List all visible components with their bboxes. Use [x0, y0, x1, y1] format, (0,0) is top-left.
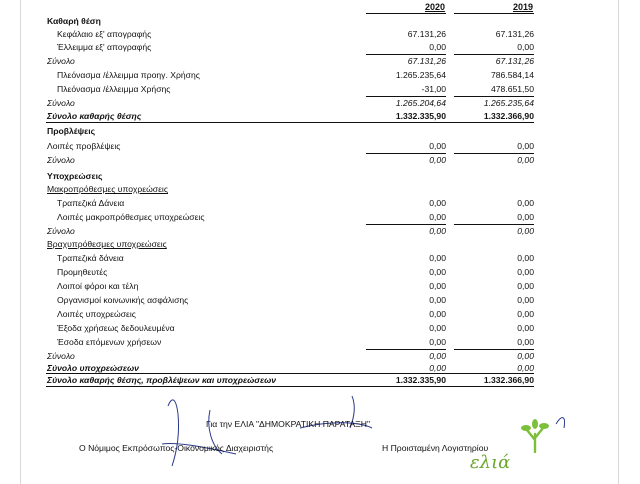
table-row — [0, 41, 640, 53]
table-row — [0, 197, 640, 209]
value-2019: 0,00 — [517, 141, 534, 151]
value-2019: 1.265.235,64 — [483, 98, 534, 108]
value-2020: 0,00 — [429, 309, 446, 319]
table-row — [0, 252, 640, 264]
row-label: Λοιποί φόροι και τέλη — [57, 281, 139, 291]
table-row — [0, 69, 640, 81]
year-header-2020: 2020 — [425, 2, 446, 12]
value-2019: 0,00 — [517, 295, 534, 305]
row-label: Σύνολο — [47, 98, 75, 108]
value-2019: 67.131,26 — [495, 29, 534, 39]
value-2019: 0,00 — [517, 281, 534, 291]
value-2019: 0,00 — [517, 212, 534, 222]
value-2020: 0,00 — [429, 198, 446, 208]
value-2019: 1.332.366,90 — [483, 111, 534, 121]
value-2020: 0,00 — [429, 351, 446, 361]
value-2020: 67.131,26 — [407, 56, 446, 66]
party-line: Για την ΕΛΙΑ "ΔΗΜΟΚΡΑΤΙΚΗ ΠΑΡΑΤΑΞΗ" — [206, 419, 371, 429]
table-row — [0, 238, 640, 250]
row-label: Έξοδα χρήσεως δεδουλευμένα — [57, 323, 175, 333]
value-2020: 1.265.235,64 — [395, 70, 446, 80]
row-label: Τραπεζικά δάνεια — [57, 253, 124, 263]
row-label: Προβλέψεις — [47, 126, 96, 136]
value-2019: 0,00 — [517, 253, 534, 263]
value-2019: 0,00 — [517, 337, 534, 347]
value-2019: 1.332.366,90 — [483, 375, 534, 385]
elia-logo-text: ελιά — [470, 452, 511, 473]
row-label: Καθαρή θέση — [47, 16, 101, 26]
row-label: Λοιπές προβλέψεις — [47, 141, 121, 151]
value-2019: 0,00 — [517, 226, 534, 236]
value-2020: 0,00 — [429, 323, 446, 333]
accounting-head-title: Η Προισταμένη Λογιστηρίου — [382, 443, 489, 453]
value-2020: -31,00 — [421, 84, 446, 94]
value-2020: 0,00 — [429, 295, 446, 305]
table-row — [0, 170, 640, 182]
table-row — [0, 15, 640, 27]
table-row — [0, 183, 640, 195]
value-2020: 1.332.335,90 — [395, 375, 446, 385]
year-header-2019: 2019 — [513, 2, 534, 12]
table-row — [0, 83, 640, 95]
table-row — [0, 97, 640, 109]
row-label: Λοιπές υποχρεώσεις — [57, 309, 136, 319]
value-2020: 1.332.335,90 — [395, 111, 446, 121]
value-2019: 0,00 — [517, 42, 534, 52]
value-2020: 0,00 — [429, 337, 446, 347]
row-label: Οργανισμοί κοινωνικής ασφάλισης — [57, 295, 189, 305]
value-2020: 0,00 — [429, 212, 446, 222]
value-2020: 1.265.204,64 — [395, 98, 446, 108]
value-2019: 0,00 — [517, 363, 534, 373]
row-label: Υποχρεώσεις — [47, 171, 103, 181]
row-label: Σύνολο καθαρής θέσης — [47, 111, 142, 121]
value-2019: 786.584,14 — [490, 70, 534, 80]
table-row — [0, 225, 640, 237]
value-2019: 0,00 — [517, 309, 534, 319]
row-label: Σύνολο — [47, 155, 75, 165]
section-rule — [46, 122, 534, 123]
row-label: Τραπεζικά Δάνεια — [57, 198, 125, 208]
value-2020: 0,00 — [429, 253, 446, 263]
value-2019: 67.131,26 — [495, 56, 534, 66]
value-2019: 0,00 — [517, 267, 534, 277]
row-label: Πλεόνασμα /έλλειμμα προηγ. Χρήσης — [57, 70, 200, 80]
row-label: Κεφάλαιο εξ' απογραφής — [57, 29, 152, 39]
table-row — [0, 28, 640, 40]
row-label: Έσοδα επόμενων χρήσεων — [57, 337, 162, 347]
table-row — [0, 55, 640, 67]
header-rule-2019 — [454, 13, 534, 14]
header-rule-2020 — [366, 13, 446, 14]
table-row — [0, 211, 640, 223]
value-2019: 0,00 — [517, 155, 534, 165]
value-2019: 0,00 — [517, 351, 534, 361]
row-label: Σύνολο — [47, 56, 75, 66]
table-row — [0, 280, 640, 292]
row-label: Πλεόνασμα /έλλειμμα Χρήσης — [57, 84, 171, 94]
value-2020: 0,00 — [429, 363, 446, 373]
row-label: Μακροπρόθεσμες υποχρεώσεις — [47, 184, 168, 194]
table-row — [0, 336, 640, 348]
value-2019: 478.651,50 — [490, 84, 534, 94]
table-row — [0, 308, 640, 320]
table-row — [0, 266, 640, 278]
value-2020: 0,00 — [429, 226, 446, 236]
table-row — [0, 350, 640, 362]
value-2020: 67.131,26 — [407, 29, 446, 39]
value-2020: 0,00 — [429, 155, 446, 165]
value-2020: 0,00 — [429, 141, 446, 151]
table-row — [0, 140, 640, 152]
row-label: Βραχυπρόθεσμες υποχρεώσεις — [47, 239, 167, 249]
table-row — [0, 154, 640, 166]
value-2019: 0,00 — [517, 198, 534, 208]
value-2020: 0,00 — [429, 267, 446, 277]
value-2020: 0,00 — [429, 42, 446, 52]
table-row — [0, 110, 640, 122]
row-label: Λοιπές μακροπρόθεσμες υποχρεώσεις — [57, 212, 205, 222]
elia-logo-tree — [517, 418, 553, 454]
row-label: Σύνολο — [47, 226, 75, 236]
table-row — [0, 125, 640, 137]
row-label: Σύνολο — [47, 351, 75, 361]
legal-representative-title: Ο Νόμιμος Εκπρόσωπος-Οικονομικός Διαχειριστής — [79, 443, 274, 453]
table-row — [0, 294, 640, 306]
row-label: Έλλειμμα εξ' απογραφής — [57, 42, 152, 52]
table-row — [0, 322, 640, 334]
row-label: Σύνολο καθαρής θέσης, προβλέψεων και υποχρεώσεων — [47, 375, 277, 385]
row-label: Προμηθευτές — [57, 267, 108, 277]
row-label: Σύνολο υποχρεώσεων — [47, 363, 139, 373]
value-2019: 0,00 — [517, 323, 534, 333]
value-2020: 0,00 — [429, 281, 446, 291]
